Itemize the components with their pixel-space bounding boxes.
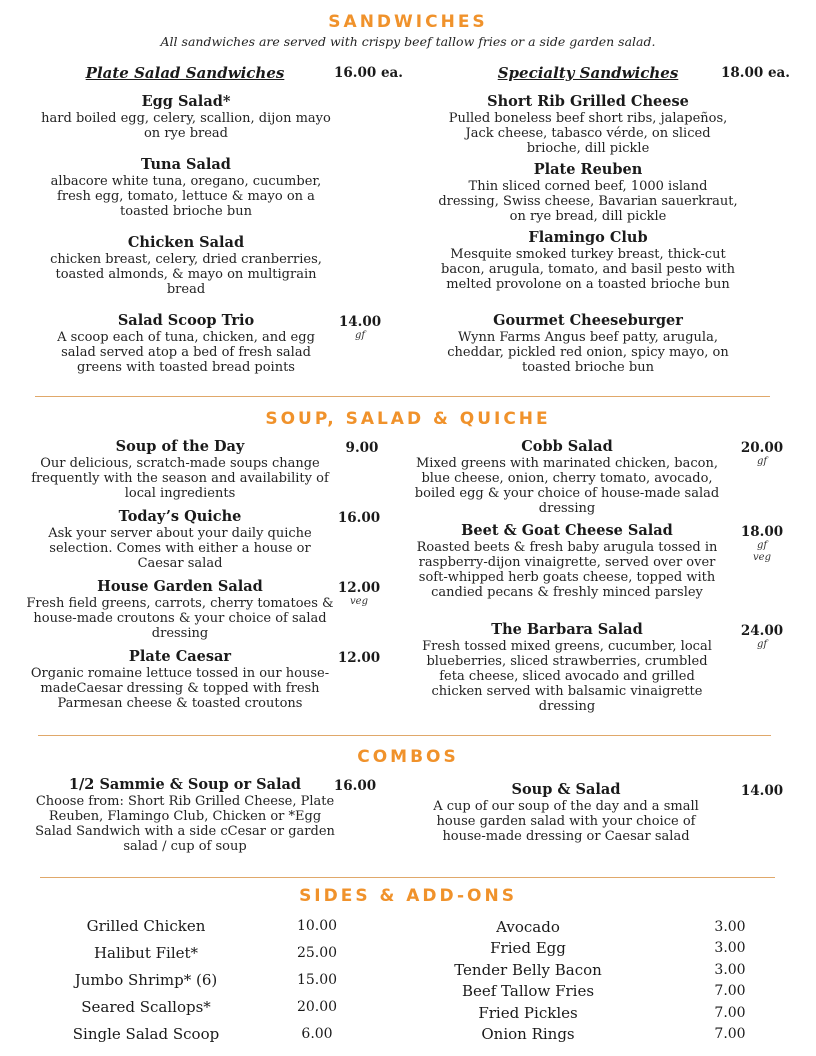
beet-goat-cheese-salad-price: [737, 524, 787, 564]
item-desc: Mesquite smoked turkey breast, thick-cut bacon, arugula, tomato, and basil pesto with melted provolone on a toasted brioche bun: [441, 247, 735, 292]
menu-item-beet-goat-cheese-salad: [414, 521, 720, 600]
item-desc: Ask your server about your daily quiche selection. Comes with either a house or Caesar salad: [48, 526, 312, 571]
menu-item-flamingo-club: [438, 228, 738, 292]
item-name: Short Rib Grilled Cheese: [487, 93, 689, 110]
item-desc: Choose from: Short Rib Grilled Cheese, Plate Reuben, Flamingo Club, Chicken or *Egg Salad Sandwich with a side cCesar or garden salad / cup of soup: [35, 794, 335, 854]
gf-tag: gf: [354, 330, 366, 341]
side-item-price: 7.00: [714, 1026, 746, 1042]
price-value: 24.00: [740, 623, 784, 639]
section-divider: [38, 735, 771, 736]
side-item-name: Fried Pickles: [478, 1004, 578, 1022]
side-item-name: Single Salad Scoop: [72, 1025, 220, 1043]
side-item-name: Fried Egg: [490, 939, 566, 957]
side-item-price: 3.00: [714, 962, 746, 978]
item-name: Egg Salad*: [141, 93, 231, 110]
gf-tag: gf: [756, 456, 768, 467]
menu-item-half-sammie-combo: [30, 775, 340, 854]
menu-item-soup-and-salad-combo: [416, 780, 716, 844]
side-item-name: Grilled Chicken: [86, 917, 206, 935]
side-item-price: 25.00: [296, 945, 338, 961]
gf-tag: gf: [756, 639, 768, 650]
plate-salad-sandwiches-price: 16.00 ea.: [334, 65, 404, 81]
price-value: 12.00: [337, 580, 381, 596]
menu-item-short-rib-grilled-cheese: [438, 92, 738, 156]
menu-item-cobb-salad: [414, 437, 720, 516]
sides-title: SIDES & ADD-ONS: [299, 886, 517, 906]
item-name: Plate Reuben: [533, 161, 643, 178]
side-item-name: Jumbo Shrimp* (6): [74, 971, 218, 989]
plate-salad-sandwiches-header: Plate Salad Sandwiches: [85, 64, 285, 82]
item-desc: A scoop each of tuna, chicken, and egg salad served atop a bed of fresh salad greens with toasted bread points: [57, 330, 315, 375]
half-sammie-combo-price: 16.00: [333, 778, 377, 794]
side-item-price: 7.00: [714, 1005, 746, 1021]
menu-item-chicken-salad: [40, 233, 332, 297]
side-item-name: Onion Rings: [481, 1025, 575, 1043]
side-item-price: 20.00: [296, 999, 338, 1015]
combos-title: COMBOS: [357, 747, 459, 767]
price-value: 20.00: [740, 440, 784, 456]
side-item-price: 10.00: [296, 918, 338, 934]
side-item-price: 3.00: [714, 919, 746, 935]
price-value: 14.00: [338, 314, 382, 330]
specialty-sandwiches-price: 18.00 ea.: [721, 65, 791, 81]
soup-and-salad-combo-price: 14.00: [740, 783, 784, 799]
side-item-price: 6.00: [301, 1026, 333, 1042]
item-name: Plate Caesar: [128, 648, 232, 665]
item-desc: Our delicious, scratch-made soups change frequently with the season and availability of local ingredients: [31, 456, 329, 501]
side-item-name: Seared Scallops*: [81, 998, 211, 1016]
item-desc: chicken breast, celery, dried cranberries, toasted almonds, & mayo on multigrain bread: [50, 252, 322, 297]
item-name: Beet & Goat Cheese Salad: [461, 522, 673, 539]
item-name: Cobb Salad: [521, 438, 613, 455]
gf-tag: gf: [756, 540, 768, 551]
item-desc: A cup of our soup of the day and a small house garden salad with your choice of house-made dressing or Caesar salad: [433, 799, 699, 844]
specialty-sandwiches-header: Specialty Sandwiches: [497, 64, 679, 82]
menu-item-gourmet-cheeseburger: [438, 311, 738, 375]
item-name: Soup & Salad: [511, 781, 621, 798]
plate-caesar-price: 12.00: [337, 650, 381, 666]
sandwiches-title: SANDWICHES: [328, 12, 488, 32]
house-garden-salad-price: [334, 580, 384, 608]
item-desc: Wynn Farms Angus beef patty, arugula, cheddar, pickled red onion, spicy mayo, on toasted brioche bun: [447, 330, 729, 375]
the-barbara-salad-price: [737, 623, 787, 651]
menu-item-the-barbara-salad: [414, 620, 720, 714]
item-desc: Fresh tossed mixed greens, cucumber, local blueberries, sliced strawberries, crumbled feta cheese, sliced avocado and grilled chicken served with balsamic vinaigrette dressing: [422, 639, 712, 714]
item-name: Today’s Quiche: [118, 508, 242, 525]
item-name: Soup of the Day: [115, 438, 245, 455]
item-desc: Thin sliced corned beef, 1000 island dressing, Swiss cheese, Bavarian sauerkraut, on rye bread, dill pickle: [438, 179, 738, 224]
side-item-name: Tender Belly Bacon: [454, 961, 602, 979]
cobb-salad-price: [737, 440, 787, 468]
section-divider: [40, 877, 775, 878]
veg-tag: veg: [350, 596, 368, 607]
menu-item-house-garden-salad: [25, 577, 335, 641]
item-name: Gourmet Cheeseburger: [493, 312, 683, 329]
price-value: 18.00: [740, 524, 784, 540]
section-divider: [35, 396, 770, 397]
menu-item-salad-scoop-trio: [40, 311, 332, 375]
item-name: Chicken Salad: [127, 234, 245, 251]
item-desc: hard boiled egg, celery, scallion, dijon mayo on rye bread: [41, 111, 331, 141]
side-item-price: 15.00: [296, 972, 338, 988]
item-name: Salad Scoop Trio: [117, 312, 255, 329]
side-item-name: Beef Tallow Fries: [461, 982, 595, 1000]
menu-item-soup-of-the-day: [25, 437, 335, 501]
side-item-price: 7.00: [714, 983, 746, 999]
item-name: Tuna Salad: [141, 156, 231, 173]
item-desc: Organic romaine lettuce tossed in our house-madeCaesar dressing & topped with fresh Parmesan cheese & toasted croutons: [30, 666, 330, 711]
sandwiches-subtitle: All sandwiches are served with crispy beef tallow fries or a side garden salad.: [160, 34, 656, 49]
item-desc: Mixed greens with marinated chicken, bacon, blue cheese, onion, cherry tomato, avocado, boiled egg & your choice of house-made salad dressing: [414, 456, 720, 516]
side-item-name: Avocado: [496, 918, 560, 936]
salad-scoop-trio-price: [335, 314, 385, 342]
veg-tag: veg: [753, 552, 771, 563]
item-desc: albacore white tuna, oregano, cucumber, fresh egg, tomato, lettuce & mayo on a toasted brioche bun: [50, 174, 322, 219]
item-desc: Roasted beets & fresh baby arugula tossed in raspberry-dijon vinaigrette, served over over soft-whipped herb goats cheese, topped with candied pecans & freshly minced parsley: [416, 540, 718, 600]
item-name: 1/2 Sammie & Soup or Salad: [68, 776, 302, 793]
menu-item-tuna-salad: [40, 155, 332, 219]
soup-salad-quiche-title: SOUP, SALAD & QUICHE: [265, 409, 551, 429]
soup-of-the-day-price: 9.00: [345, 440, 379, 456]
item-desc: Fresh field greens, carrots, cherry tomatoes & house-made croutons & your choice of salad dressing: [26, 596, 334, 641]
item-name: The Barbara Salad: [491, 621, 643, 638]
side-item-name: Halibut Filet*: [93, 944, 199, 962]
item-desc: Pulled boneless beef short ribs, jalapeños, Jack cheese, tabasco vérde, on sliced brioche, dill pickle: [448, 111, 728, 156]
side-item-price: 3.00: [714, 940, 746, 956]
menu-item-plate-reuben: [438, 160, 738, 224]
menu-item-egg-salad: [40, 92, 332, 141]
item-name: House Garden Salad: [97, 578, 263, 595]
menu-item-plate-caesar: [25, 647, 335, 711]
todays-quiche-price: 16.00: [337, 510, 381, 526]
menu-item-todays-quiche: [25, 507, 335, 571]
item-name: Flamingo Club: [528, 229, 648, 246]
